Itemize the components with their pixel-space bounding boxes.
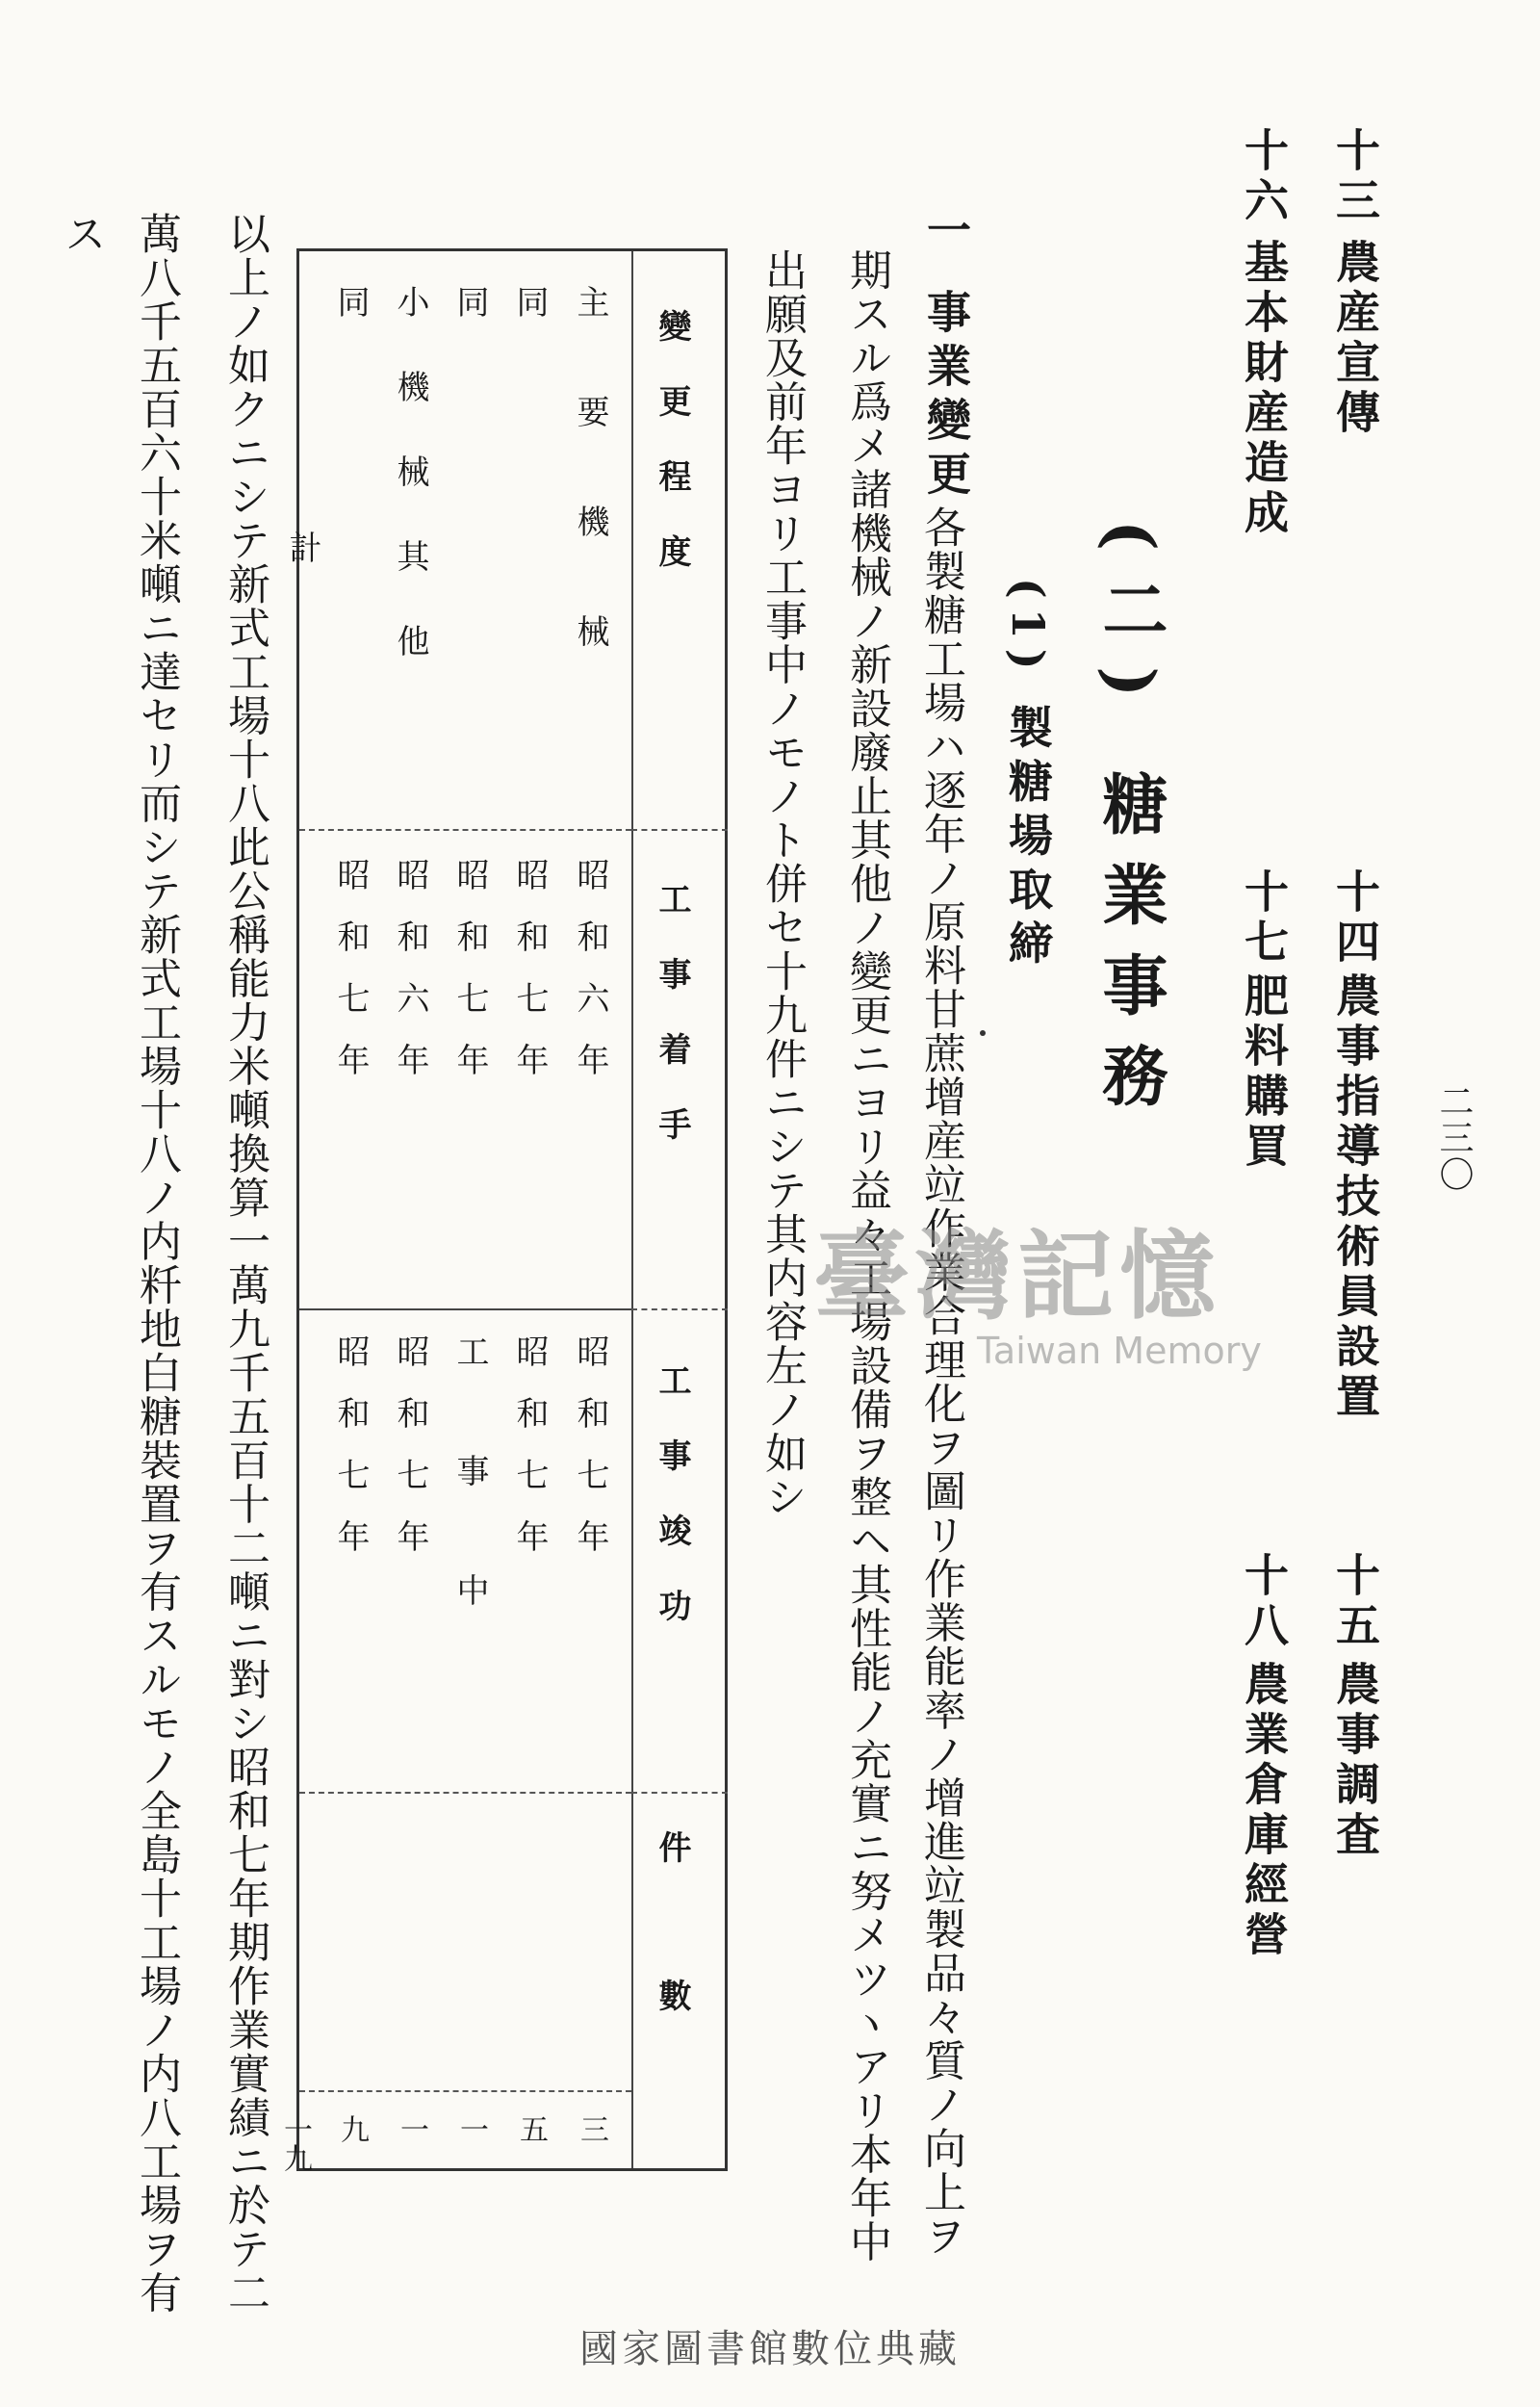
watermark-logo <box>813 1199 1295 1372</box>
table-cell-finish: 昭和七年 <box>391 1334 429 1581</box>
table-row-divider <box>299 829 631 831</box>
paragraph-line: 期スル爲メ諸機械ノ新設廢止其他ノ變更ニヨリ益々工場設備ヲ整ヘ其性能ノ充實ニ努メツヽアリ本年中 <box>842 248 891 2264</box>
table-cell-kind: 同 <box>450 285 489 347</box>
closing-line: 以上ノ如クニシテ新式工場十八此公稱能力米噸換算一萬九千五百十二噸ニ對シ昭和七年期作業實績ニ於テ二 <box>220 212 270 2315</box>
list-item-number: 十八 <box>1238 1552 1290 1652</box>
paragraph-line: 各製糖工場ハ逐年ノ原料甘蔗增産竝作業合理化ヲ圖リ作業能率ノ增進竝製品々質ノ向上ヲ <box>916 505 965 2258</box>
table-cell-finish: 昭和七年 <box>331 1334 370 1581</box>
table-row-divider <box>299 1308 631 1310</box>
table-cell-start: 昭和七年 <box>510 858 549 1104</box>
list-item-number: 十四 <box>1329 868 1381 969</box>
table-cell-count: 九 <box>335 2114 369 2143</box>
list-item-number: 十七 <box>1238 868 1290 969</box>
footer-caption: 國家圖書館數位典藏 <box>579 2327 961 2371</box>
subsection-title: (1) 製糖場取締 <box>1002 578 1054 974</box>
table-cell-start: 昭和六年 <box>391 858 429 1104</box>
list-item-label: 農事調査 <box>1329 1661 1381 1861</box>
table-header: 變更程度 <box>653 309 691 609</box>
table-total-label: 計 <box>283 531 321 592</box>
table-cell-start: 昭和六年 <box>571 858 609 1104</box>
table-header-divider <box>631 251 633 2168</box>
table-cell-count: 一 <box>395 2114 428 2143</box>
section-title: (二) 糖業事務 <box>1091 520 1168 1133</box>
paragraph-line: 出願及前年ヨリ工事中ノモノト併セ十九件ニシテ其内容左ノ如シ <box>757 248 807 1519</box>
table-cell-kind: 同 <box>331 285 370 347</box>
table-header-divider <box>631 1792 728 1794</box>
table-cell-finish: 昭和七年 <box>571 1334 609 1581</box>
table-row-divider <box>299 1792 631 1794</box>
table-cell-kind: 小機械其他 <box>391 285 429 709</box>
list-item-number: 十三 <box>1329 127 1381 227</box>
table-header: 工事竣功 <box>653 1363 691 1664</box>
list-item-number: 十五 <box>1329 1552 1381 1652</box>
table-cell-start: 昭和七年 <box>331 858 370 1104</box>
table-cell-count: 三 <box>575 2114 608 2143</box>
watermark-sub-text: Taiwan Memory <box>977 1330 1262 1372</box>
item-number: 一 <box>920 207 972 261</box>
closing-line: 萬八千五百六十米噸ニ達セリ而シテ新式工場十八ノ内粁地白糖裝置ヲ有スルモノ全島十工場ノ内八工場ヲ有 <box>132 212 181 2315</box>
list-item-label: 農産宣傳 <box>1329 239 1381 439</box>
table-header: 工事着手 <box>653 882 691 1182</box>
list-item-label: 基本財産造成 <box>1238 239 1290 539</box>
item-heading: 事業變更 <box>920 289 972 505</box>
list-item-label: 肥料購買 <box>1238 972 1290 1173</box>
table-total-count: 一九 <box>278 2114 312 2172</box>
list-item-label: 農業倉庫經營 <box>1238 1661 1290 1961</box>
change-table <box>278 248 728 2172</box>
watermark-main-text: 臺灣記憶 <box>813 1219 1221 1333</box>
table-cell-finish: 昭和七年 <box>510 1334 549 1581</box>
ink-dot <box>980 1030 986 1036</box>
table-cell-kind: 同 <box>510 285 549 347</box>
closing-line: ス <box>57 212 106 256</box>
table-cell-finish: 工事中 <box>450 1334 489 1693</box>
table-cell-count: 五 <box>514 2114 548 2143</box>
page-number: 二三〇 <box>1434 1083 1474 1193</box>
table-cell-count: 一 <box>454 2114 488 2143</box>
table-cell-start: 昭和七年 <box>450 858 489 1104</box>
table-cell-kind: 主要機械 <box>571 285 609 724</box>
list-item-number: 十六 <box>1238 127 1290 227</box>
table-header-divider <box>631 1308 728 1310</box>
list-item-label: 農事指導技術員設置 <box>1329 972 1381 1423</box>
table-header-divider <box>631 829 728 831</box>
table-header: 件數 <box>653 1830 691 2127</box>
table-row-divider <box>299 2090 631 2092</box>
